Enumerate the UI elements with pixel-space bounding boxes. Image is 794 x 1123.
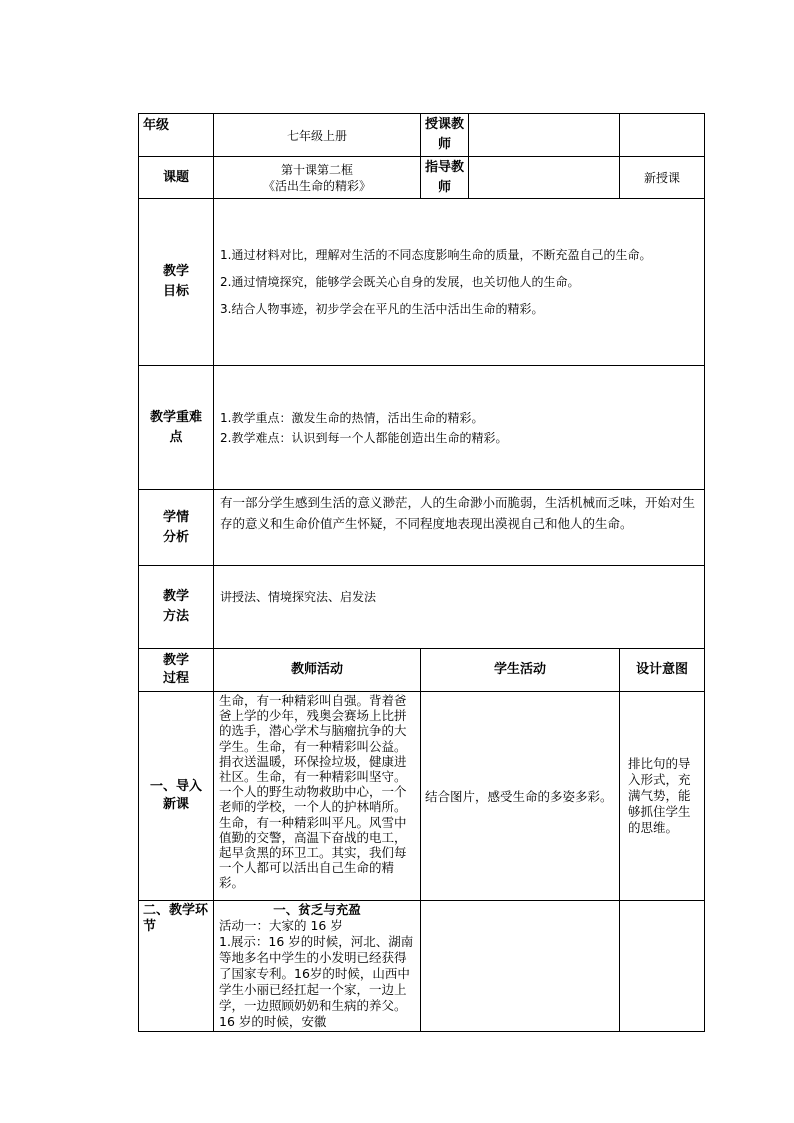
goal-2: 2.通过情境探究，能够学会既关心自身的发展，也关切他人的生命。: [220, 274, 580, 289]
row-keypoints: [139, 366, 705, 490]
row-topic: [139, 157, 705, 199]
teacher-label: 授课教师: [421, 114, 469, 157]
row-intro: [139, 692, 705, 901]
keypoints-label: 教学重难点: [139, 366, 214, 490]
goal-3: 3.结合人物事迹，初步学会在平凡的生活中活出生命的精彩。: [220, 301, 544, 316]
teach-student: [421, 901, 620, 1032]
topic-value: [214, 157, 421, 199]
row-process-header: [139, 649, 705, 692]
grade-value: 七年级上册: [214, 114, 421, 157]
row-teaching: [139, 901, 705, 1032]
teach-text: 1.展示：16 岁的时候，河北、湖南等地多名中学生的小发明已经获得了国家专利。16岁的时候，山西中学生小丽已经扛起一个家，一边上学，一边照顾奶奶和生病的养父。16 岁的时候，安徽: [219, 934, 414, 1029]
col-design-intent: 设计意图: [620, 649, 705, 692]
guide-label: 指导教师: [421, 157, 469, 199]
intro-teacher: 生命，有一种精彩叫自强。背着爸爸上学的少年，残奥会赛场上比拼的选手，潜心学术与脑瘤抗争的大学生。生命，有一种精彩叫公益。捐衣送温暖，环保捡垃圾，健康进社区。生命，有一种精彩叫坚守。一个人的野生动物救助中心，一个老师的学校，一个人的护林哨所。生命，有一种精彩叫平凡。风雪中值勤的交警，高温下奋战的电工，起早贪黑的环卫工。其实，我们每一个人都可以活出自己生命的精彩。: [214, 692, 421, 901]
goal-1: 1.通过材料对比，理解对生活的不同态度影响生命的质量，不断充盈自己的生命。: [220, 247, 652, 262]
teach-teacher: [214, 901, 421, 1032]
topic-label: 课题: [139, 157, 214, 199]
keypoint-1: 1.教学重点：激发生命的热情，活出生命的精彩。: [220, 410, 484, 425]
teach-intent: [620, 901, 705, 1032]
method-content: 讲授法、情境探究法、启发法: [214, 566, 705, 649]
col-teacher-activity: 教师活动: [214, 649, 421, 692]
teach-title: 一、贫乏与充盈: [273, 902, 361, 917]
analysis-label: 学情分析: [139, 490, 214, 566]
col-student-activity: 学生活动: [421, 649, 620, 692]
process-label: 教学过程: [139, 649, 214, 692]
method-label: 教学方法: [139, 566, 214, 649]
intro-student: 结合图片，感受生命的多姿多彩。: [421, 692, 620, 901]
teach-label: 二、教学环节: [139, 901, 214, 1032]
goals-content: [214, 199, 705, 366]
keypoints-content: [214, 366, 705, 490]
guide-value: [469, 157, 620, 199]
intro-intent: 排比句的导入形式，充满气势，能够抓住学生的思维。: [620, 692, 705, 901]
row-analysis: [139, 490, 705, 566]
extra-cell: [620, 114, 705, 157]
lesson-plan-table: [138, 113, 705, 1032]
intro-label: 一、导入新课: [139, 692, 214, 901]
grade-label: 年级: [139, 114, 214, 157]
row-goals: [139, 199, 705, 366]
teacher-value: [469, 114, 620, 157]
row-method: [139, 566, 705, 649]
lesson-type: 新授课: [620, 157, 705, 199]
row-grade: [139, 114, 705, 157]
topic-line1: 第十课第二框: [280, 162, 353, 177]
goals-label: 教学目标: [139, 199, 214, 366]
keypoint-2: 2.教学难点：认识到每一个人都能创造出生命的精彩。: [220, 430, 508, 445]
analysis-content: 有一部分学生感到生活的意义渺茫，人的生命渺小而脆弱，生活机械而乏味，开始对生存的意义和生命价值产生怀疑，不同程度地表现出漠视自己和他人的生命。: [214, 490, 705, 566]
topic-line2: 《活出生命的精彩》: [262, 178, 371, 193]
teach-activity: 活动一：大家的 16 岁: [219, 918, 343, 933]
